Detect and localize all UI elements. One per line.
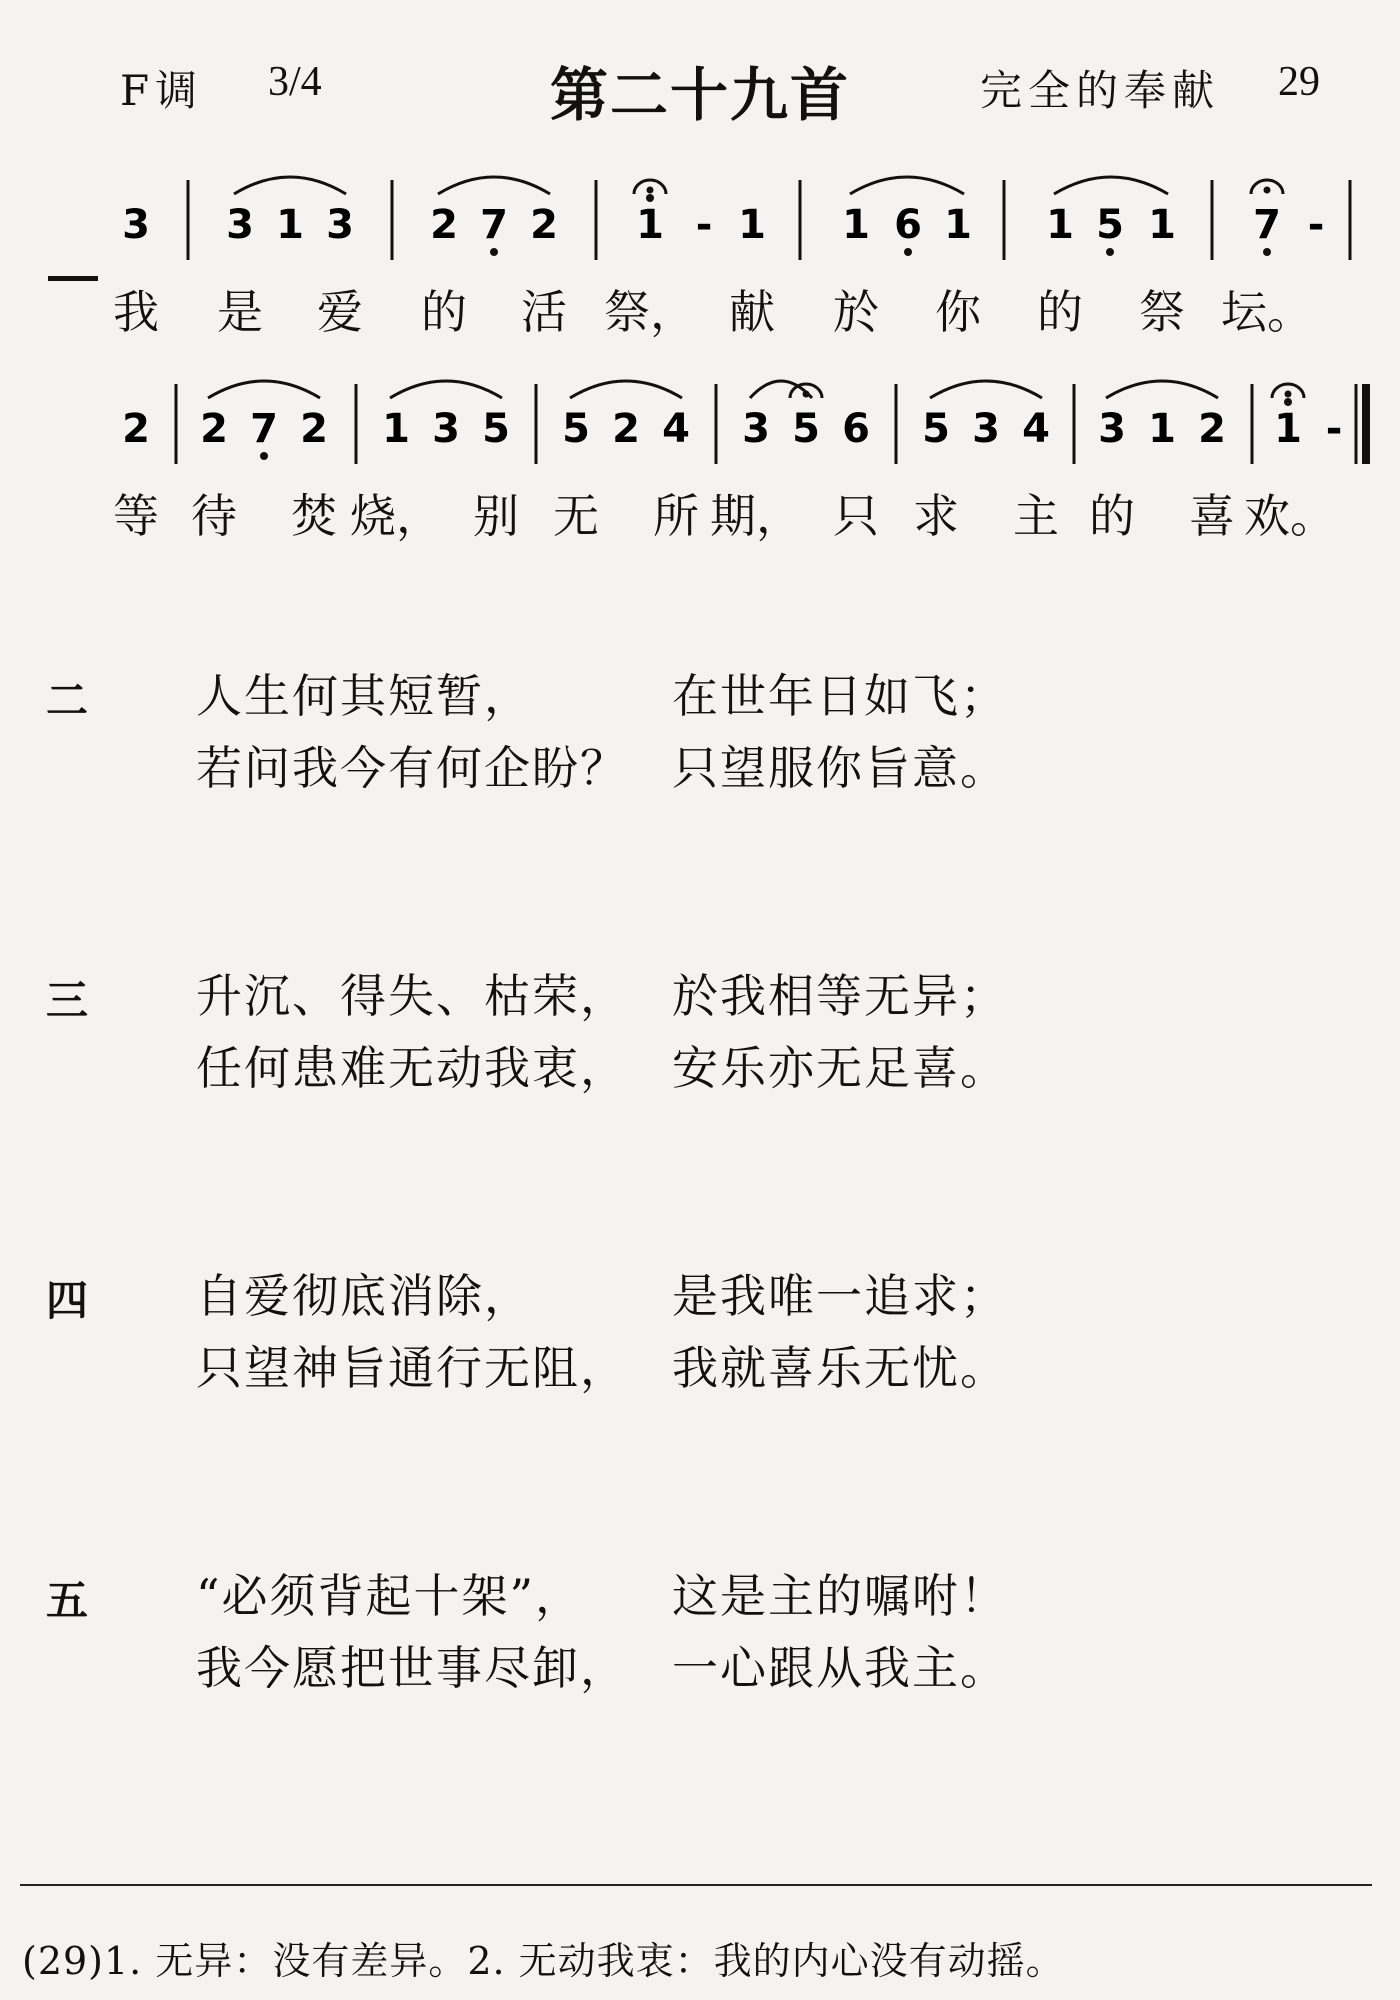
- hymn-title: 第二十九首: [549, 61, 850, 129]
- lyric-syllable: 祭: [1139, 285, 1185, 339]
- verse-number: 五: [46, 1576, 89, 1625]
- note: 1: [1148, 406, 1176, 452]
- note: 2: [430, 202, 458, 248]
- page-number: 29: [1278, 59, 1320, 105]
- slur-arc: [930, 381, 1042, 398]
- lyric-syllable: 无: [553, 489, 599, 543]
- note: 5: [922, 406, 950, 452]
- note: 7: [480, 202, 508, 248]
- fermata-dot: [647, 187, 654, 194]
- slur-arc: [850, 177, 964, 194]
- verse-number: 三: [46, 976, 89, 1025]
- slur-arc: [1054, 177, 1168, 194]
- lower-octave-dot: [1106, 248, 1114, 256]
- note: -: [1325, 406, 1343, 452]
- note: 3: [742, 406, 770, 452]
- note: 2: [530, 202, 558, 248]
- note: 6: [894, 202, 922, 248]
- music-line-1: [0, 160, 1400, 290]
- lower-octave-dot: [904, 248, 912, 256]
- verse-line: 於我相等无异；: [672, 969, 1008, 1023]
- lyric-syllable: 献: [729, 285, 775, 339]
- footnote: (29)1. 无异：没有差异。2. 无动我衷：我的内心没有动摇。: [22, 1939, 1065, 1983]
- verse-line: 安乐亦无足喜。: [672, 1041, 1008, 1095]
- verse-line: “必须背起十架”，: [196, 1569, 584, 1623]
- lower-octave-dot: [260, 452, 268, 460]
- note: 1: [944, 202, 972, 248]
- hymn-subtitle: 完全的奉献: [980, 66, 1221, 115]
- verse-line: 只望神旨通行无阻，: [196, 1341, 628, 1395]
- lyric-syllable: 求: [913, 489, 959, 543]
- lyric-syllable: 我: [113, 285, 159, 339]
- verse-number: 四: [46, 1276, 89, 1325]
- lyrics-line-1: [0, 276, 1400, 339]
- lyric-syllable: 的: [1037, 285, 1083, 339]
- lyric-syllable: 焚: [291, 489, 337, 543]
- note: 3: [326, 202, 354, 248]
- lyric-syllable: 於: [833, 285, 879, 339]
- note: 7: [250, 406, 278, 452]
- time-signature: 3/4: [268, 59, 322, 105]
- verse-line: 任何患难无动我衷，: [196, 1041, 628, 1095]
- verse-line: 若问我今有何企盼？: [196, 741, 628, 795]
- note: 3: [432, 406, 460, 452]
- note: 1: [842, 202, 870, 248]
- lyric-syllable: 主: [1013, 489, 1059, 543]
- lyric-syllable: 所: [653, 489, 699, 543]
- lyric-syllable: 活: [521, 285, 567, 339]
- lyric-syllable: 喜: [1189, 489, 1235, 543]
- lyric-syllable: 的: [421, 285, 467, 339]
- note: 4: [1022, 406, 1050, 452]
- lyric-syllable: 只: [833, 489, 879, 543]
- note: 1: [1046, 202, 1074, 248]
- lyric-syllable: 期，: [710, 489, 802, 543]
- verse-line: 我就喜乐无忧。: [672, 1341, 1008, 1395]
- verse-line: 我今愿把世事尽卸，: [196, 1641, 628, 1695]
- lyric-syllable: 祭，: [604, 285, 696, 339]
- note: 3: [972, 406, 1000, 452]
- note: 1: [1274, 406, 1302, 452]
- note: -: [695, 202, 713, 248]
- slur-arc: [1106, 381, 1218, 398]
- note: 2: [1198, 406, 1226, 452]
- note: 3: [122, 202, 150, 248]
- verse-line: 升沉、得失、枯荣，: [196, 969, 628, 1023]
- slur-arc: [234, 177, 346, 194]
- slur-arc: [570, 381, 682, 398]
- note: 5: [792, 406, 820, 452]
- note: 1: [636, 202, 664, 248]
- verse-line: 是我唯一追求；: [672, 1269, 1008, 1323]
- verse-line: 一心跟从我主。: [672, 1641, 1008, 1695]
- lyric-syllable: 坛。: [1221, 285, 1313, 339]
- note: 4: [662, 406, 690, 452]
- note: 1: [276, 202, 304, 248]
- lyric-syllable: 你: [935, 285, 981, 339]
- verse-number: 二: [46, 676, 89, 725]
- note: 1: [1148, 202, 1176, 248]
- note: 7: [1253, 202, 1281, 248]
- lyric-syllable: 是: [217, 285, 263, 339]
- note: -: [1307, 202, 1325, 248]
- note: 1: [738, 202, 766, 248]
- upper-octave-dot: [1284, 398, 1292, 406]
- note: 3: [226, 202, 254, 248]
- note: 5: [482, 406, 510, 452]
- note: 1: [382, 406, 410, 452]
- lyric-syllable: 等: [113, 489, 159, 543]
- key-signature: F调: [120, 66, 204, 115]
- verse-line: 只望服你旨意。: [672, 741, 1008, 795]
- note: 5: [562, 406, 590, 452]
- lyric-syllable: 的: [1089, 489, 1135, 543]
- lyric-syllable: 待: [191, 489, 237, 543]
- lower-octave-dot: [1263, 248, 1271, 256]
- lyric-syllable: 欢。: [1244, 489, 1336, 543]
- verse-line: 在世年日如飞；: [672, 669, 1008, 723]
- note: 2: [200, 406, 228, 452]
- slur-arc: [390, 381, 502, 398]
- fermata-dot: [1285, 391, 1292, 398]
- slur-arc: [438, 177, 550, 194]
- slur-arc: [208, 381, 320, 398]
- upper-octave-dot: [646, 194, 654, 202]
- verse-line: 这是主的嘱咐！: [672, 1569, 1008, 1623]
- notation-line-1: [0, 160, 1400, 290]
- lyrics-line-2: [0, 480, 1400, 543]
- note: 6: [842, 406, 870, 452]
- lyric-syllable: 别: [473, 489, 519, 543]
- note: 5: [1096, 202, 1124, 248]
- footnote-divider: [20, 1884, 1372, 1886]
- verse-line: 人生何其短暂，: [196, 669, 532, 723]
- note: 2: [612, 406, 640, 452]
- note: 2: [122, 406, 150, 452]
- lyric-syllable: 烧，: [350, 489, 442, 543]
- fermata-dot: [1264, 187, 1271, 194]
- note: 2: [300, 406, 328, 452]
- lower-octave-dot: [490, 248, 498, 256]
- verse-line: 自爱彻底消除，: [196, 1269, 532, 1323]
- lyric-syllable: 爱: [317, 285, 363, 339]
- music-line-2: [0, 364, 1400, 494]
- notation-line-2: [0, 364, 1400, 494]
- note: 3: [1098, 406, 1126, 452]
